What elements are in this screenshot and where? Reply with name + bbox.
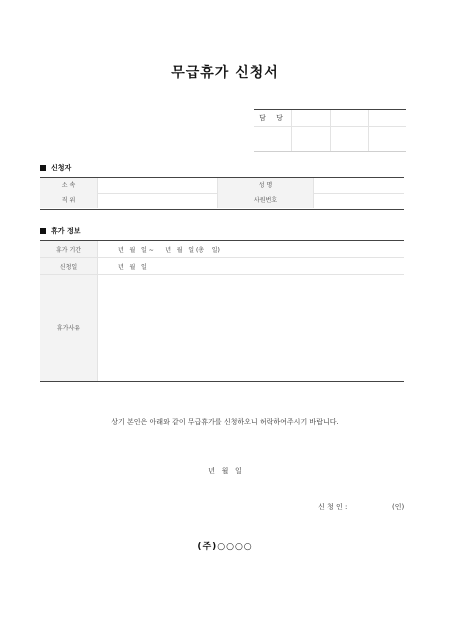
approval-divider bbox=[254, 126, 406, 127]
name-label: 성 명 bbox=[217, 178, 314, 193]
seal-mark: (인) bbox=[392, 503, 405, 511]
employee-number-field[interactable] bbox=[313, 193, 404, 208]
apply-date-label: 신청일 bbox=[59, 264, 78, 271]
position-field[interactable] bbox=[98, 193, 216, 208]
approval-label: 담 당 bbox=[259, 114, 287, 122]
row-divider bbox=[40, 257, 404, 258]
position-label: 직 위 bbox=[40, 193, 98, 208]
applicant-table bbox=[40, 177, 404, 210]
department-field[interactable] bbox=[98, 178, 216, 193]
square-bullet-icon bbox=[40, 165, 46, 171]
apply-date-field[interactable]: 년 월 일 bbox=[118, 264, 147, 271]
signature-date[interactable]: 년 월 일 bbox=[208, 467, 242, 475]
section-header-leave bbox=[40, 226, 81, 236]
company-name: (주)○○○○ bbox=[197, 542, 253, 552]
leave-table bbox=[40, 240, 404, 382]
table-row bbox=[40, 193, 404, 208]
section-header-applicant bbox=[40, 163, 71, 173]
request-statement: 상기 본인은 아래와 같이 무급휴가를 신청하오니 허락하여주시기 바랍니다. bbox=[111, 418, 339, 426]
square-bullet-icon bbox=[40, 228, 46, 234]
approval-cell bbox=[331, 110, 369, 151]
section-header-text: 신청자 bbox=[51, 164, 72, 172]
section-header-text: 휴가 정보 bbox=[51, 227, 81, 235]
approval-cell bbox=[292, 110, 330, 151]
approval-box bbox=[254, 109, 406, 152]
table-row bbox=[40, 178, 404, 194]
department-label: 소 속 bbox=[40, 178, 98, 193]
employee-number-label: 사원번호 bbox=[217, 193, 314, 208]
page-title: 무급휴가 신청서 bbox=[171, 65, 279, 81]
approval-cell bbox=[369, 110, 406, 151]
leave-reason-field[interactable] bbox=[98, 275, 404, 380]
applicant-signature-label: 신 청 인 : bbox=[318, 503, 348, 511]
leave-reason-label: 휴가사유 bbox=[56, 325, 81, 332]
leave-period-field[interactable]: 년 월 일 ~ 년 월 일 (총 일) bbox=[118, 247, 220, 254]
name-field[interactable] bbox=[313, 178, 404, 193]
leave-period-label: 휴가 기간 bbox=[55, 247, 82, 254]
